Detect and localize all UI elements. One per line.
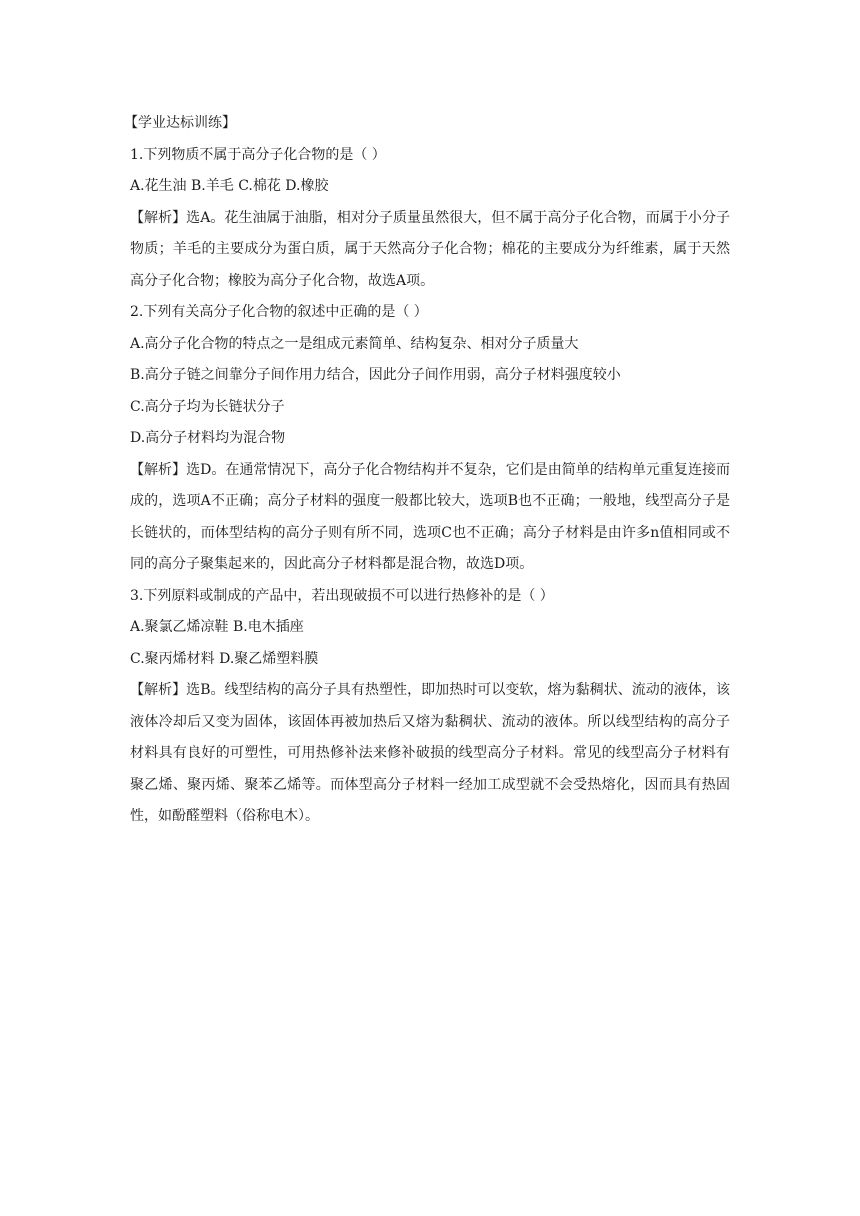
question-stem: 1.下列物质不属于高分子化合物的是（ ） [130, 146, 386, 163]
option-d: D.高分子材料均为混合物 [130, 430, 286, 446]
question-1 [130, 140, 730, 298]
document-body [124, 108, 730, 833]
option-b: B.高分子链之间靠分子间作用力结合，因此分子间作用弱，高分子材料强度较小 [130, 367, 621, 383]
option-c: C.高分子均为长链状分子 [130, 398, 285, 415]
options-ab: A.聚氯乙烯凉鞋 B.电木插座 [130, 619, 304, 635]
question-analysis: 【解析】选B。线型结构的高分子具有热塑性，即加热时可以变软，熔为黏稠状、流动的液体，该液体冷却后又变为固体，该固体再被加热后又熔为黏稠状、流动的液体。所以线型结构的高分子材料具有良好的可塑性，可用热修补法来修补破损的线型高分子材料。常见的线型高分子材料有聚乙烯、聚丙烯、聚苯乙烯等。而体型高分子材料一经加工成型就不会受热熔化，因而具有热固性，如酚醛塑料（俗称电木）。 [130, 682, 730, 824]
question-3 [130, 581, 730, 833]
question-stem: 3.下列原料或制成的产品中，若出现破损不可以进行热修补的是（ ） [130, 587, 554, 604]
question-analysis: 【解析】选A。花生油属于油脂，相对分子质量虽然很大，但不属于高分子化合物，而属于小分子物质；羊毛的主要成分为蛋白质，属于天然高分子化合物；棉花的主要成分为纤维素，属于天然高分子化合物；橡胶为高分子化合物，故选A项。 [130, 209, 730, 289]
options-cd: C.聚丙烯材料 D.聚乙烯塑料膜 [130, 650, 319, 667]
question-stem: 2.下列有关高分子化合物的叙述中正确的是（ ） [130, 304, 428, 320]
question-options: A.花生油 B.羊毛 C.棉花 D.橡胶 [130, 178, 329, 194]
option-a: A.高分子化合物的特点之一是组成元素简单、结构复杂、相对分子质量大 [130, 335, 579, 352]
question-analysis: 【解析】选D。在通常情况下，高分子化合物结构并不复杂，它们是由简单的结构单元重复连接而成的，选项A不正确；高分子材料的强度一般都比较大，选项B也不正确；一般地，线型高分子是长链状的，而体型结构的高分子则有所不同，选项C也不正确；高分子材料是由许多n值相同或不同的高分子聚集起来的，因此高分子材料都是混合物，故选D项。 [130, 461, 730, 572]
section-title: 【学业达标训练】 [124, 115, 236, 131]
question-2 [130, 297, 730, 581]
